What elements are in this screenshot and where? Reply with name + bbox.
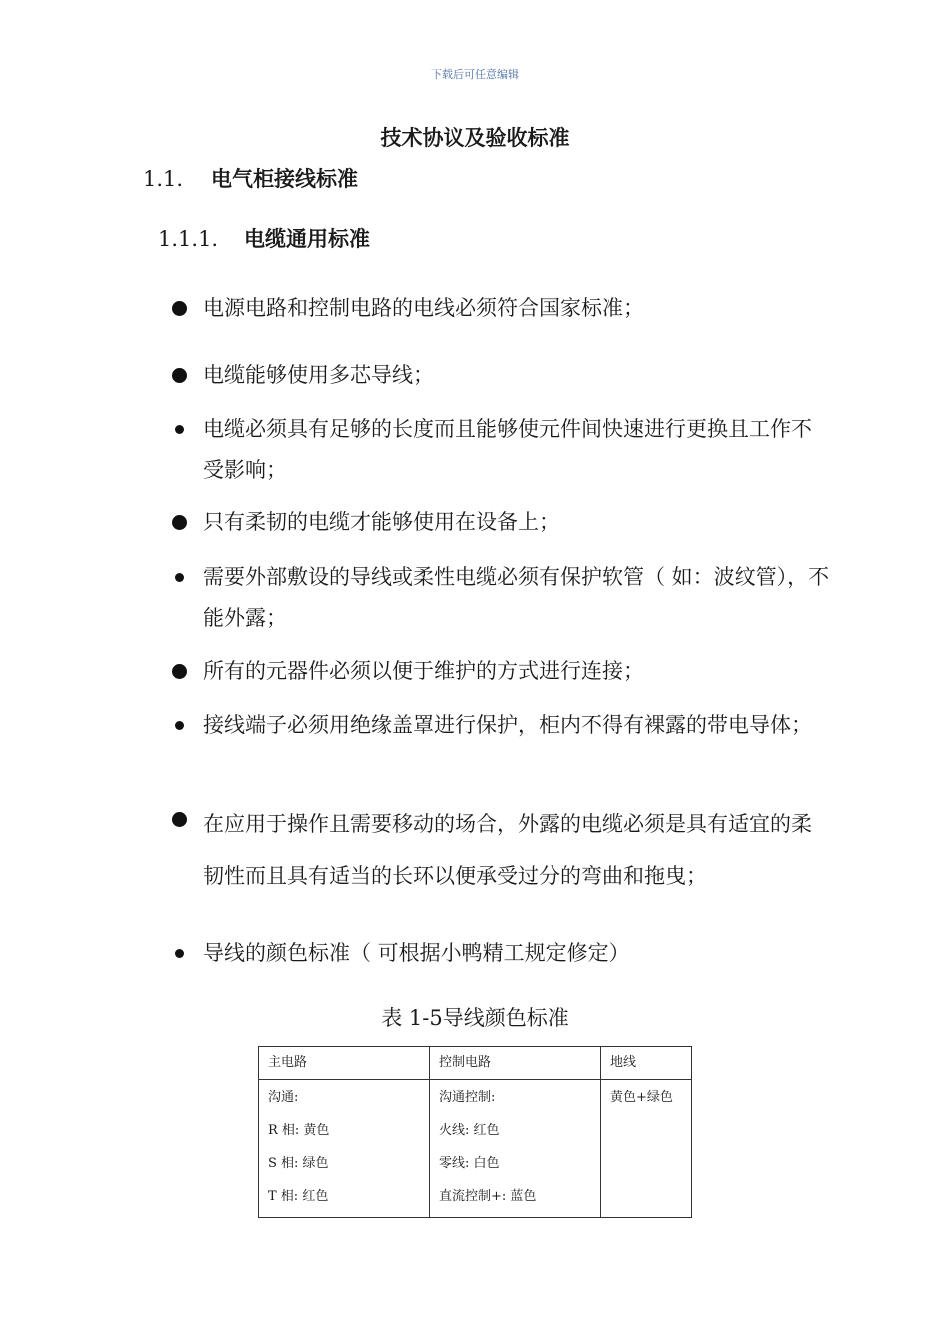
list-item-text: 导线的颜色标准（ 可根据小鸭精工规定修定） (203, 941, 630, 965)
list-item (172, 651, 832, 692)
list-item (172, 933, 832, 974)
bullet-icon (175, 573, 184, 582)
table-caption (0, 1002, 950, 1032)
list-item-text: 电缆必须具有足够的长度而且能够使元件间快速进行更换且工作不受影响； (203, 417, 812, 482)
list-item-text: 只有柔韧的电缆才能够使用在设备上； (203, 510, 560, 534)
bullet-icon (172, 301, 187, 316)
bullet-icon (172, 515, 187, 530)
list-item (172, 355, 832, 396)
table-cell (601, 1080, 692, 1218)
bullet-icon (172, 812, 187, 827)
list-item-text: 需要外部敷设的导线或柔性电缆必须有保护软管（ 如：波纹管），不能外露； (203, 565, 830, 630)
table-caption-title: 导线颜色标准 (442, 1006, 569, 1030)
document-title: 技术协议及验收标准 (380, 126, 570, 150)
cell-line: R 相: 黄色 (268, 1123, 330, 1138)
section-title: 电气柜接线标准 (211, 167, 358, 191)
list-item-text: 电缆能够使用多芯导线； (203, 363, 434, 387)
bullet-icon (175, 425, 184, 434)
table-cell (259, 1080, 430, 1218)
section-heading (143, 163, 358, 193)
table-row (259, 1080, 692, 1218)
cell-line: 黄色+绿色 (610, 1090, 673, 1105)
cell-line: 直流控制+: 蓝色 (439, 1189, 537, 1204)
column-header: 地线 (601, 1047, 692, 1080)
column-header: 主电路 (259, 1047, 430, 1080)
table-caption-number: 1-5 (408, 1006, 443, 1030)
list-item (172, 409, 832, 491)
list-item-text: 所有的元器件必须以便于维护的方式进行连接； (203, 659, 644, 683)
cell-line: T 相: 红色 (268, 1189, 329, 1204)
list-item (172, 502, 832, 543)
cell-line: 沟通: (268, 1090, 299, 1105)
cell-line: 火线: 红色 (439, 1123, 500, 1138)
list-item (172, 557, 832, 639)
list-item-text: 接线端子必须用绝缘盖罩进行保护，柜内不得有裸露的带电导体； (203, 713, 812, 737)
table-caption-prefix: 表 (381, 1006, 403, 1030)
list-item-text: 电源电路和控制电路的电线必须符合国家标准； (203, 296, 644, 320)
subsection-heading (158, 223, 370, 253)
column-header: 控制电路 (430, 1047, 601, 1080)
list-item (172, 288, 832, 329)
subsection-title: 电缆通用标准 (244, 227, 370, 251)
bullet-icon (175, 721, 184, 730)
bullet-icon (172, 368, 187, 383)
cell-line: 沟通控制: (439, 1090, 496, 1105)
subsection-number: 1.1.1. (158, 227, 219, 251)
list-item (172, 705, 832, 746)
list-item (172, 798, 832, 902)
section-number: 1.1. (143, 167, 184, 191)
cell-line: S 相: 绿色 (268, 1156, 329, 1171)
list-item-text: 在应用于操作且需要移动的场合，外露的电缆必须是具有适宜的柔韧性而且具有适当的长环以便承受过分的弯曲和拖曳； (203, 812, 812, 888)
table-header-row (259, 1047, 692, 1080)
wire-color-table (258, 1046, 692, 1218)
bullet-icon (172, 664, 187, 679)
table-cell (430, 1080, 601, 1218)
cell-line: 零线: 白色 (439, 1156, 500, 1171)
bullet-icon (175, 949, 184, 958)
page-header: 下载后可任意编辑 (431, 68, 519, 81)
